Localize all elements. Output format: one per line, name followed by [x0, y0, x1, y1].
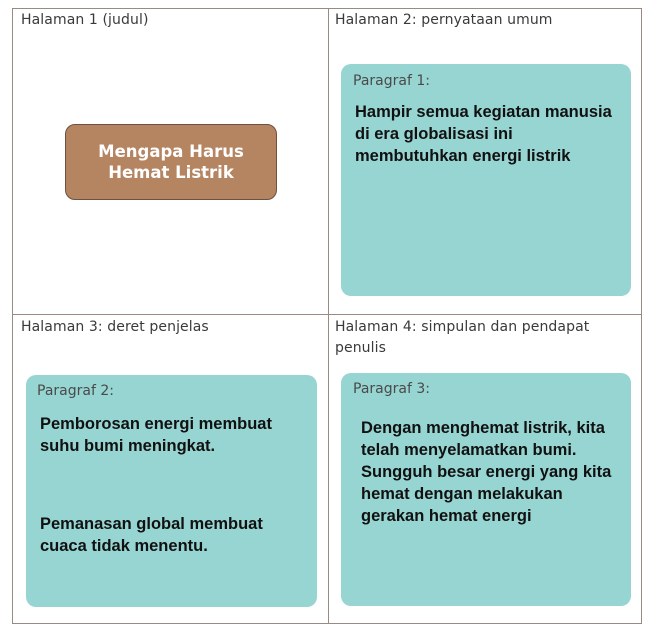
paragraph-3-card [341, 373, 631, 606]
cell-1-label: Halaman 1 (judul) [21, 12, 149, 28]
paragraph-2-card [26, 375, 317, 607]
paragraph-3-label: Paragraf 3: [353, 381, 430, 397]
paragraph-1-card [341, 64, 631, 296]
cell-2-label: Halaman 2: pernyataan umum [335, 12, 553, 28]
paragraph-3-text: Dengan menghemat listrik, kita telah menyelamatkan bumi. Sungguh besar energi yang kita hemat dengan melakukan gerakan hemat energi [361, 419, 612, 525]
title-box [65, 124, 277, 200]
paragraph-2-label: Paragraf 2: [37, 383, 114, 399]
paragraph-1-text: Hampir semua kegiatan manusia di era globalisasi ini membutuhkan energi listrik [355, 103, 612, 165]
title-text: Mengapa Harus Hemat Listrik [98, 142, 244, 182]
grid-horizontal-divider [13, 314, 641, 315]
storyboard-grid [12, 8, 642, 624]
grid-vertical-divider [328, 9, 329, 623]
paragraph-1-label: Paragraf 1: [353, 73, 430, 89]
cell-4-label: Halaman 4: simpulan dan pendapat penulis [335, 319, 590, 356]
cell-3-label: Halaman 3: deret penjelas [21, 319, 209, 335]
paragraph-2-text-2: Pemanasan global membuat cuaca tidak menentu. [40, 515, 263, 555]
paragraph-2-text-1: Pemborosan energi membuat suhu bumi meningkat. [40, 415, 272, 455]
